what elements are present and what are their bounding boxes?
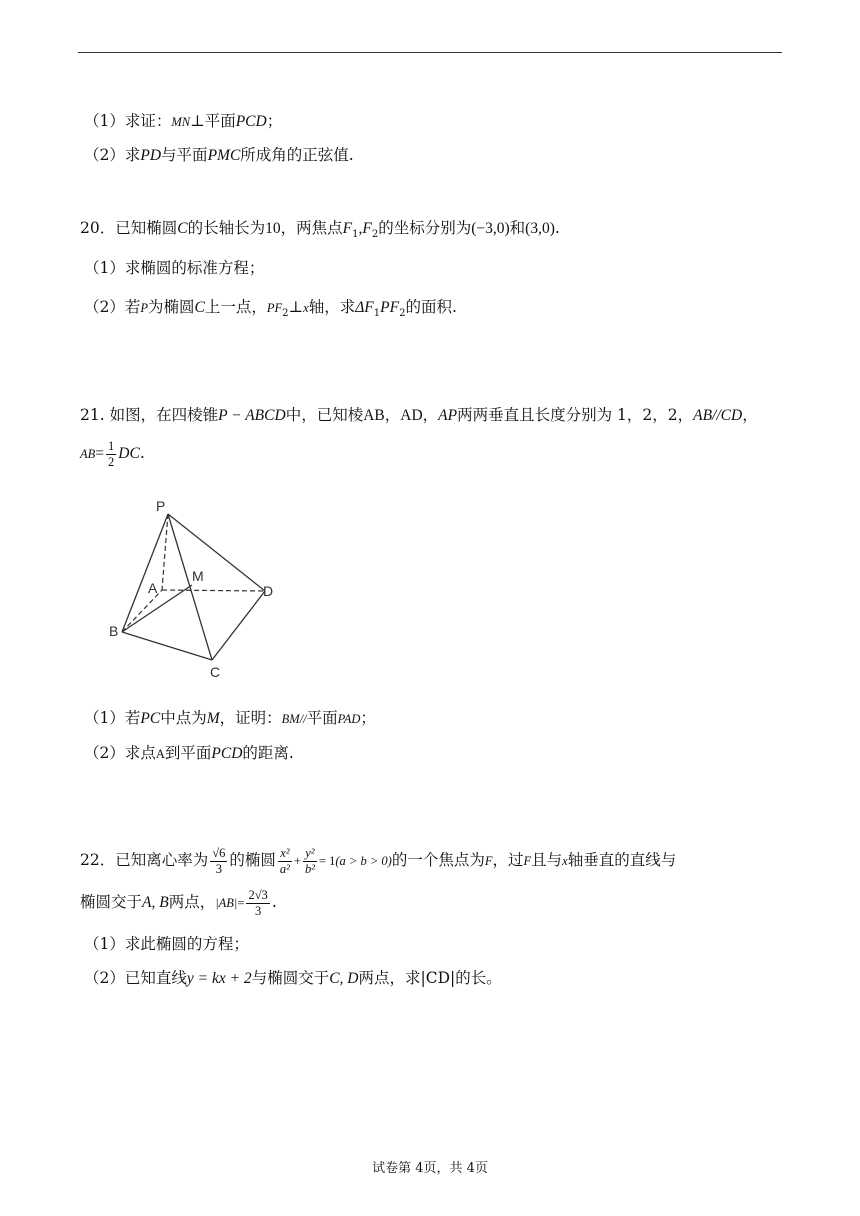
edge-ab xyxy=(122,590,162,632)
edge-ad xyxy=(162,590,265,591)
q19-part2: （2）求PD与平面PMC所成角的正弦值. xyxy=(84,146,354,164)
fraction-eccentricity: $\frac{√6}{3}$ xyxy=(212,846,226,876)
q22-stem: 22．已知离心率为 $\frac{√6}{3}$ 的椭圆 $\frac{\text{x²}}{\text{a²}}$ + $\frac{\text{y²}}{\text{b²}}$ = 1(a > b > 0)的一个焦点为F，过F且与x轴垂直的直线与 xyxy=(80,846,677,876)
edge-pb xyxy=(122,514,168,632)
q22-part1: （1）求此椭圆的方程； xyxy=(84,935,249,953)
label-m: M xyxy=(192,568,204,584)
fraction-ab-length: $\frac{2√3}{3}$ xyxy=(248,888,268,918)
q22-part2: （2）已知直线y = kx + 2与椭圆交于C, D两点，求|CD|的长。 xyxy=(84,969,502,987)
q21-stem-line2: AB= $\frac{1}{2}$ DC. xyxy=(80,439,145,469)
q21-part2: （2）求点A到平面PCD的距离. xyxy=(84,744,294,762)
label-d: D xyxy=(263,583,274,599)
edge-bc xyxy=(122,632,212,660)
header-rule xyxy=(78,52,782,53)
fraction-y2-b2: $\frac{\text{y²}}{\text{b²}}$ xyxy=(304,846,315,876)
q20-part1: （1）求椭圆的标准方程； xyxy=(84,259,265,277)
q22-stem-line2: 椭圆交于A, B两点，|AB|= $\frac{2√3}{3}$ . xyxy=(80,888,277,918)
fraction-one-half: $\frac{1}{2}$ xyxy=(108,439,115,469)
q19-part1: （1）求证：MN⊥平面PCD； xyxy=(84,112,283,130)
label-c: C xyxy=(210,664,221,680)
label-a: A xyxy=(148,580,158,596)
pyramid-figure xyxy=(100,492,290,682)
q20-stem: 20．已知椭圆C的长轴长为10，两焦点$F_1,F_2$的坐标分别为(−3,0)和(3,0). xyxy=(80,219,560,241)
edge-cd xyxy=(212,591,265,660)
label-p: P xyxy=(156,498,166,514)
edge-pd xyxy=(168,514,265,591)
label-b: B xyxy=(109,623,119,639)
fraction-x2-a2: $\frac{\text{x²}}{\text{a²}}$ xyxy=(279,846,290,876)
page-footer: 试卷第 4页，共 4页 xyxy=(372,1161,488,1176)
q21-part1: （1）若PC中点为M，证明：BM//平面PAD； xyxy=(84,709,376,727)
q20-part2: （2）若P为椭圆C上一点，$PF_2\perp x$轴，求$\Delta F_1PF_2$的面积. xyxy=(84,298,457,320)
q21-stem: 21. 如图，在四棱锥P − ABCD中，已知棱AB，AD，AP两两垂直且长度分别为 1，2，2，AB//CD， xyxy=(80,406,758,424)
